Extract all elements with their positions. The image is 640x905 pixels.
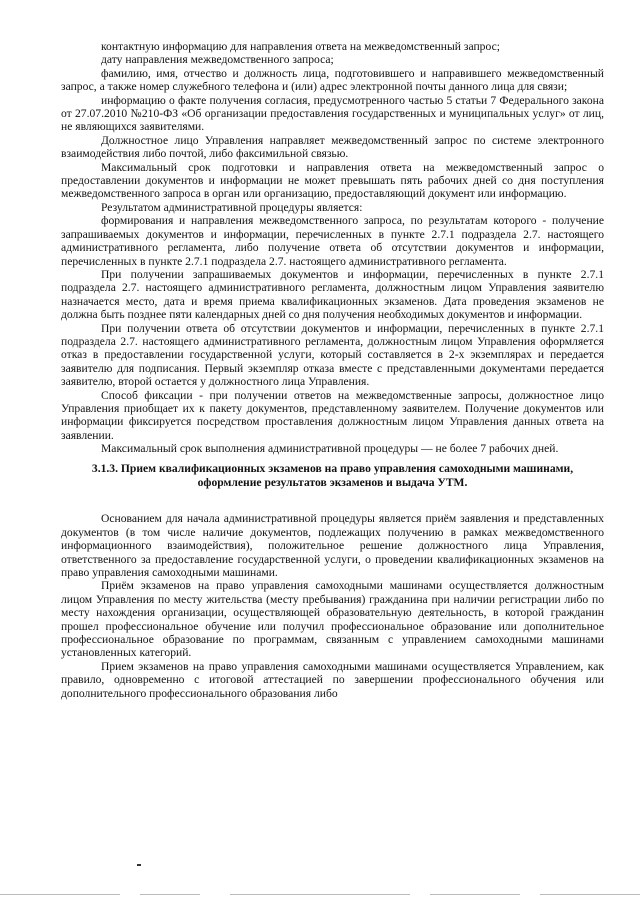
scan-noise	[0, 888, 640, 900]
paragraph: фамилию, имя, отчество и должность лица, подготовившего и направившего межведомственный запрос, а также номер служебного телефона и (или) адрес электронной почты данного лица для связи;	[61, 66, 604, 94]
paragraph: информацию о факте получения согласия, предусмотренного частью 5 статьи 7 Федерального закона от 27.07.2010 №210-ФЗ «Об организации предоставления государственных и муниципальных услуг» от лиц, не являющихся заявителями.	[61, 93, 604, 134]
paragraph: формирования и направления межведомственного запроса, по результатам которого - получение запрашиваемых документов и информации, перечисленных в пункте 2.7.1 подраздела 2.7. настоящего административного регламента, либо получение ответа об отсутствии документов и информации, перечисленных в пункте 2.7.1 подраздела 2.7. настоящего административного регламента.	[61, 214, 604, 268]
paragraph: Способ фиксации - при получении ответов на межведомственные запросы, должностное лицо Управления приобщает их к пакету документов, представленному заявителем. Получение документов или информации фиксируется посредством проставления должностным лицом Управления данных ответа на заявлении.	[61, 388, 604, 442]
section-heading: 3.1.3. Прием квалификационных экзаменов на право управления самоходными машинами, оформление результатов экзаменов и выдача УТМ.	[91, 461, 574, 489]
paragraph: При получении ответа об отсутствии документов и информации, перечисленных в пункте 2.7.1 подраздела 2.7. настоящего административного регламента, должностным лицом Управления оформляется отказ в предоставлении государственной услуги, который составляется в 2-х экземплярах и передается заявителю для подписания. Первый экземпляр отказа вместе с представленными документами передается заявителю, второй остается у должностного лица Управления.	[61, 321, 604, 389]
paragraph: дату направления межведомственного запроса;	[101, 53, 334, 67]
paragraph: Прием экзаменов на право управления самоходными машинами осуществляется Управлением, как правило, одновременно с итоговой аттестацией по завершении профессионального обучения или дополнительного профессионального образования либо	[61, 659, 604, 700]
paragraph: При получении запрашиваемых документов и информации, перечисленных в пункте 2.7.1 подраздела 2.7. настоящего административного регламента, должностным лицом Управления заявителю назначается место, дата и время приема квалификационных экзаменов. Дата проведения экзаменов не должна быть позднее пяти календарных дней со дня получения необходимых документов и информации.	[61, 267, 604, 322]
paragraph: Приём экзаменов на право управления самоходными машинами осуществляется должностным лицом Управления по месту жительства (месту пребывания) гражданина при наличии регистрации либо по месту нахождения организации, осуществляющей образовательную деятельность, в которой гражданин прошел профессиональное обучение или получил профессиональное образование или дополнительное профессиональное образование по программам, связанным с управлением самоходными машинами установленных категорий.	[61, 579, 604, 660]
document-page	[61, 40, 604, 700]
paragraph: Результатом административной процедуры является:	[101, 200, 363, 214]
paragraph: контактную информацию для направления ответа на межведомственный запрос;	[101, 40, 500, 53]
section-intro	[61, 40, 604, 456]
paragraph: Основанием для начала административной процедуры является приём заявления и представленных документов (в том числе наличие документов, подлежащих получению в рамках межведомственного информационного взаимодействия), положительное решение должностного лица Управления, ответственного за предоставление государственной услуги, о проведении квалификационных экзаменов на право управления самоходными машинами.	[61, 512, 604, 580]
paragraph: Должностное лицо Управления направляет межведомственный запрос по системе электронного взаимодействия либо почтой, либо факсимильной связью.	[61, 133, 604, 161]
paragraph: Максимальный срок выполнения административной процедуры — не более 7 рабочих дней.	[101, 442, 559, 456]
scan-speck	[137, 864, 141, 866]
section-3-1-3-body	[61, 512, 604, 700]
paragraph: Максимальный срок подготовки и направления ответа на межведомственный запрос о предоставлении документов и информации не может превышать пять рабочих дней со дня поступления межведомственного запроса в орган или организацию, предоставляющий документ или информацию.	[61, 160, 604, 201]
